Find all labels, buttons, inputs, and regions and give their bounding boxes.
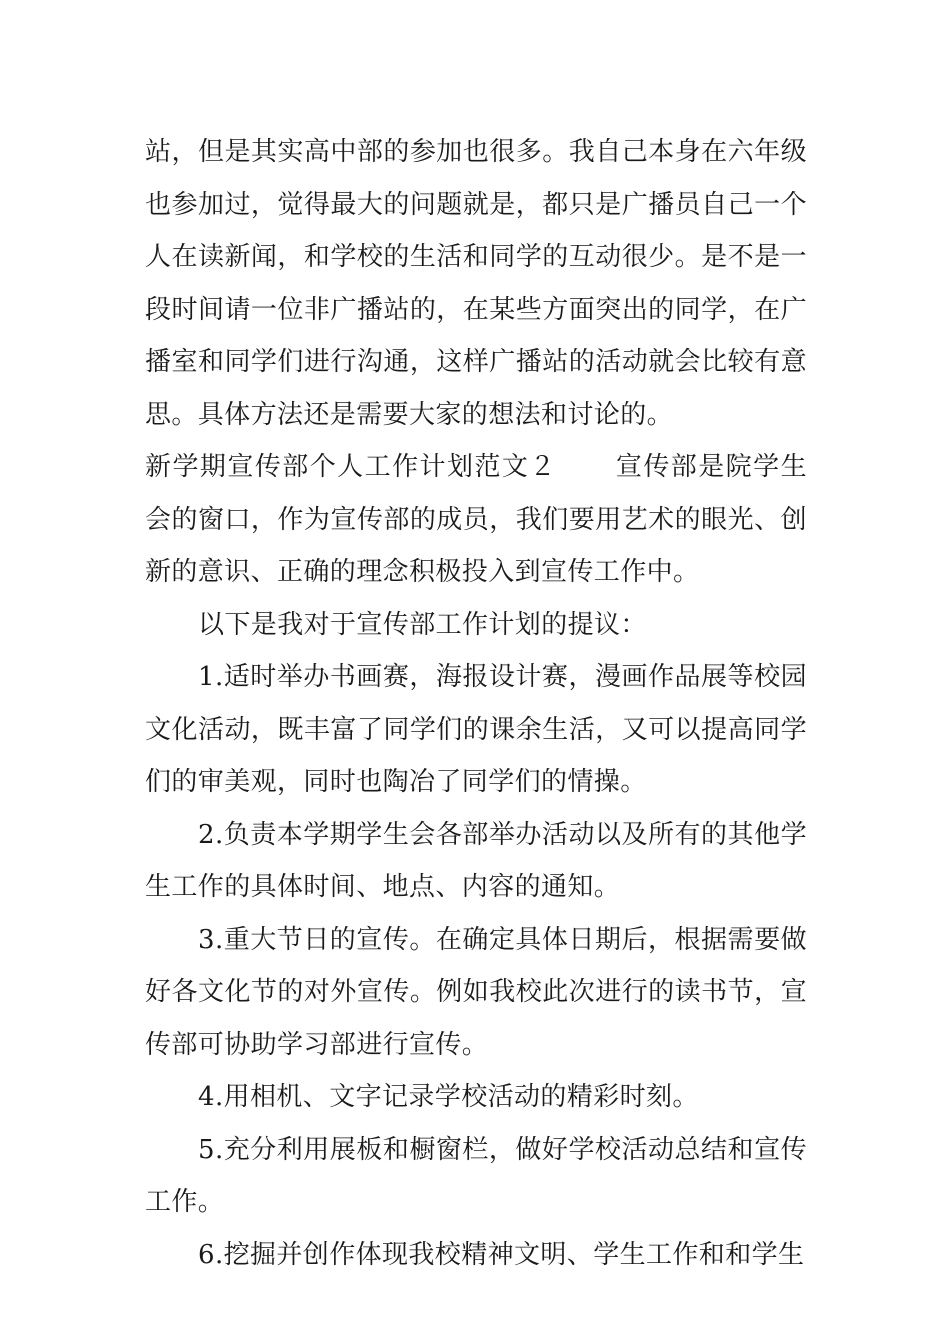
document-body	[145, 126, 807, 1281]
list-item-6: 6.挖掘并创作体现我校精神文明、学生工作和和学生	[198, 1239, 805, 1270]
section-heading-paragraph	[145, 441, 807, 599]
list-item-4: 4.用相机、文字记录学校活动的精彩时刻。	[198, 1082, 699, 1112]
section-intro: 宣传部是院学生会的窗口，作为宣传部的成员，我们要用艺术的眼光、创新的意识、正确的理念积极投入到宣传工作中。	[145, 452, 807, 587]
list-item-2: 2.负责本学期学生会各部举办活动以及所有的其他学生工作的具体时间、地点、内容的通知。	[145, 819, 807, 902]
list-item-5: 5.充分利用展板和橱窗栏，做好学校活动总结和宣传工作。	[145, 1134, 807, 1217]
list-item-1: 1.适时举办书画赛，海报设计赛，漫画作品展等校园文化活动，既丰富了同学们的课余生活，又可以提高同学们的审美观，同时也陶冶了同学们的情操。	[145, 662, 807, 797]
lead-paragraph: 以下是我对于宣传部工作计划的提议：	[198, 609, 647, 640]
list-item-3: 3.重大节日的宣传。在确定具体日期后，根据需要做好各文化节的对外宣传。例如我校此次进行的读书节，宣传部可协助学习部进行宣传。	[145, 924, 807, 1060]
section-title: 新学期宣传部个人工作计划范文２	[145, 452, 557, 482]
continuation-paragraph: 站，但是其实高中部的参加也很多。我自己本身在六年级也参加过，觉得最大的问题就是，都只是广播员自己一个人在读新闻，和学校的生活和同学的互动很少。是不是一段时间请一位非广播站的，在某些方面突出的同学，在广播室和同学们进行沟通，这样广播站的活动就会比较有意思。具体方法还是需要大家的想法和讨论的。	[145, 137, 807, 430]
